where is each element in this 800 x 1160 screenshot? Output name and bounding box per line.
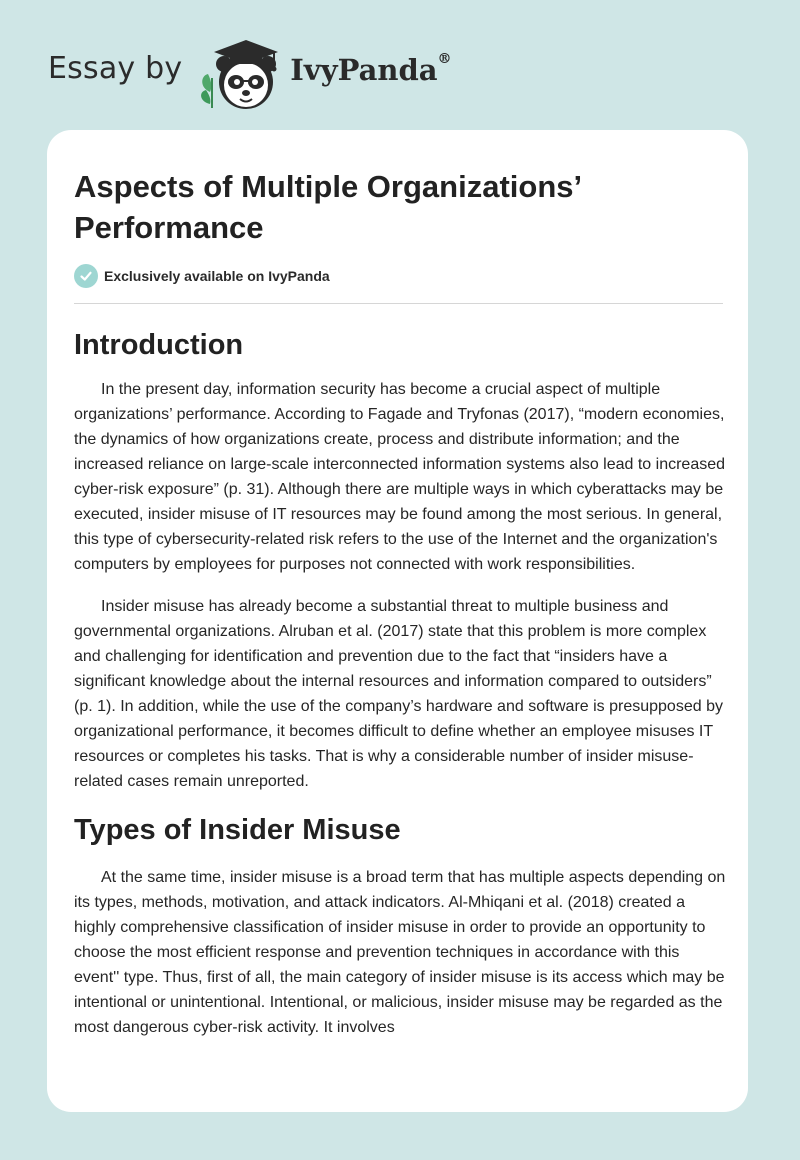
site-header (48, 30, 452, 114)
brand-name[interactable]: IvyPanda® (290, 51, 452, 87)
registered-mark: ® (437, 51, 452, 67)
panda-graduate-logo-icon[interactable] (196, 30, 288, 114)
essay-content (74, 318, 726, 1057)
paragraph: At the same time, insider misuse is a broad term that has multiple aspects depending on its types, methods, motivation, and attack indicators. Al-Mhiqani et al. (2018) created a highly comprehensive classification of insider misuse in order to provide an opportunity to choose the most efficient response and prevention techniques in accordance with this event'' type. Thus, first of all, the main category of insider misuse is its access which may be intentional or unintentional. Intentional, or malicious, insider misuse may be regarded as the most dangerous cyber-risk activity. It involves (74, 869, 726, 1036)
section-heading-types-of-insider-misuse: Types of Insider Misuse (74, 814, 401, 846)
page-title: Aspects of Multiple Organizations’ Performance (74, 169, 581, 245)
divider (74, 303, 723, 304)
exclusive-badge (74, 264, 330, 288)
essay-card (47, 130, 748, 1112)
paragraph: Insider misuse has already become a substantial threat to multiple business and governmental organizations. Alruban et al. (2017) state that this problem is more complex and challenging for identification and prevention due to the fact that “insiders have a significant knowledge about the internal resources and information compared to outsiders” (p. 1). In addition, while the use of the company’s hardware and software is presupposed by organizational performance, it becomes difficult to define whether an employee misuses IT resources or completes his tasks. That is why a considerable number of insider misuse-related cases remain unreported. (74, 598, 723, 790)
check-icon (74, 264, 98, 288)
paragraph: In the present day, information security has become a crucial aspect of multiple organizations’ performance. According to Fagade and Tryfonas (2017), “modern economies, the dynamics of how organizations create, process and distribute information; and the increased reliance on large-scale interconnected information systems also lead to increased cyber-risk exposure” (p. 31). Although there are multiple ways in which cyberattacks may be executed, insider misuse of IT resources may be found among the most serious. In general, this type of cybersecurity-related risk refers to the use of the Internet and the organization's computers by employees for purposes not connected with work responsibilities. (74, 381, 726, 573)
section-heading-introduction: Introduction (74, 329, 244, 361)
essay-by-label: Essay by (48, 50, 183, 86)
exclusive-label: Exclusively available on IvyPanda (104, 268, 330, 284)
